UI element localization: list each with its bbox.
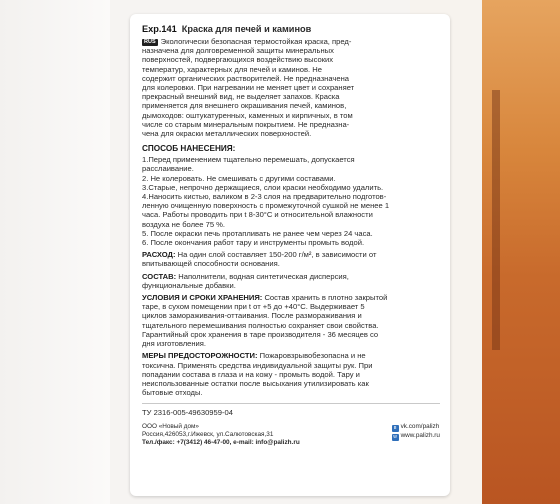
precautions-section xyxy=(142,351,440,397)
step-line: воздуха не более 75 %. xyxy=(142,219,226,229)
storage-heading: УСЛОВИЯ И СРОКИ ХРАНЕНИЯ: xyxy=(142,293,263,303)
manufacturer-footer xyxy=(142,423,440,447)
desc-line: поверхностей, подвергающихся воздействию высоких xyxy=(142,55,334,65)
desc-line: числе со старым минеральным покрытием. Не предназна- xyxy=(142,119,350,129)
storage-line: тщательного перемешивания полностью сохраняет свои свойства. xyxy=(142,320,379,330)
storage-section xyxy=(142,293,440,348)
web-icon: w xyxy=(393,433,397,440)
step-line: 1.Перед применением тщательно перемешать, допускается xyxy=(142,155,355,165)
desc-line: чена для окраски металлических поверхностей. xyxy=(142,129,312,139)
step-line: расслаивание. xyxy=(142,164,194,174)
step-line: 4.Наносить кистью, валиком в 2-3 слоя на предварительно подготов- xyxy=(142,192,387,202)
desc-line: применяется для внешнего окрашивания печей, каминов, xyxy=(142,101,347,111)
background-left xyxy=(0,0,110,504)
desc-line: для колеровки. При нагревании не меняет цвет и сохраняет xyxy=(142,83,355,93)
precautions-line: Пожаровзрывобезопасна и не xyxy=(257,351,366,361)
product-label xyxy=(130,14,450,496)
consumption-section xyxy=(142,250,440,268)
step-line: ленную очищенную поверхность с промежуточной сушкой не менее 1 xyxy=(142,201,390,211)
vk-icon: в xyxy=(392,425,399,432)
step-line: 2. Не колеровать. Не смешивать с другими составами. xyxy=(142,173,336,183)
composition-section xyxy=(142,272,440,290)
desc-line: назначена для долговременной защиты минеральных xyxy=(142,46,334,56)
composition-heading: СОСТАВ: xyxy=(142,271,177,281)
precautions-heading: МЕРЫ ПРЕДОСТОРОЖНОСТИ: xyxy=(142,351,258,361)
manufacturer-contacts: Тел./факс: +7(3412) 46-47-00, e-mail: info@palizh.ru xyxy=(142,438,300,446)
desc-line: дымоходов: оштукатуренных, каменных и кирпичных, в том xyxy=(142,110,353,120)
desc-line: прекрасный внешний вид, не выделяет запахов. Краска xyxy=(142,92,340,102)
step-line: часа. Работы проводить при t 8-30°С и относительной влажности xyxy=(142,210,373,220)
storage-line: Состав хранить в плотно закрытой xyxy=(262,293,388,303)
storage-line: Гарантийный срок хранения в таре производителя - 36 месяцев со xyxy=(142,329,379,339)
background-orange-stripe xyxy=(482,0,560,504)
consumption-heading: РАСХОД: xyxy=(142,250,176,260)
precautions-line: токсична. Применять средства индивидуальной защиты рук. При xyxy=(142,360,373,370)
precautions-line: неиспользованные остатки после высыхания утилизировать как xyxy=(142,378,369,388)
application-heading: СПОСОБ НАНЕСЕНИЯ: xyxy=(142,144,236,154)
precautions-line: бытовые отходы. xyxy=(142,388,203,398)
social-vk: vk.com/palizh xyxy=(400,422,440,430)
manufacturer-address: Россия,426053,г.Ижевск, ул.Салютовская,31 xyxy=(142,430,274,438)
product-name: Краска для печей и каминов xyxy=(181,24,312,34)
desc-line: температур, характерных для печей и каминов. Не xyxy=(142,64,322,74)
step-line: 6. После окончания работ тару и инструменты промыть водой. xyxy=(142,238,365,248)
product-title xyxy=(142,24,440,35)
consumption-text: впитывающей способности основания. xyxy=(142,259,280,269)
desc-line: содержит органических растворителей. Не предназначена xyxy=(142,73,350,83)
language-badge: RUS xyxy=(144,39,156,45)
application-steps xyxy=(142,155,440,247)
composition-text: функциональные добавки. xyxy=(142,280,236,290)
product-description xyxy=(142,37,440,138)
composition-text: Наполнители, водная синтетическая дисперсия, xyxy=(176,271,349,281)
step-line: 5. После окраски печь протапливать не ранее чем через 24 часа. xyxy=(142,228,373,238)
tu-code: ТУ 2316-005-49630959-04 xyxy=(142,408,233,418)
social-web: www.palizh.ru xyxy=(400,431,440,439)
divider xyxy=(142,403,440,404)
storage-line: дня изготовления. xyxy=(142,339,207,349)
desc-line: Экологически безопасная термостойкая краска, пред- xyxy=(160,37,352,46)
manufacturer-name: ООО «Новый дом» xyxy=(142,422,199,430)
precautions-line: попадании состава в глаза и на кожу - промыть водой. Тару и xyxy=(142,369,360,379)
storage-line: таре, в сухом помещении при t от +5 до +40°С. Выдерживает 5 xyxy=(142,302,365,312)
consumption-text: На один слой составляет 150-200 г/м², в зависимости от xyxy=(175,250,377,260)
storage-line: циклов замораживания-оттаивания. После размораживания и xyxy=(142,311,362,321)
step-line: 3.Старые, непрочно держащиеся, слои краски необходимо удалить. xyxy=(142,182,384,192)
product-code: Exp.141 xyxy=(142,24,177,34)
